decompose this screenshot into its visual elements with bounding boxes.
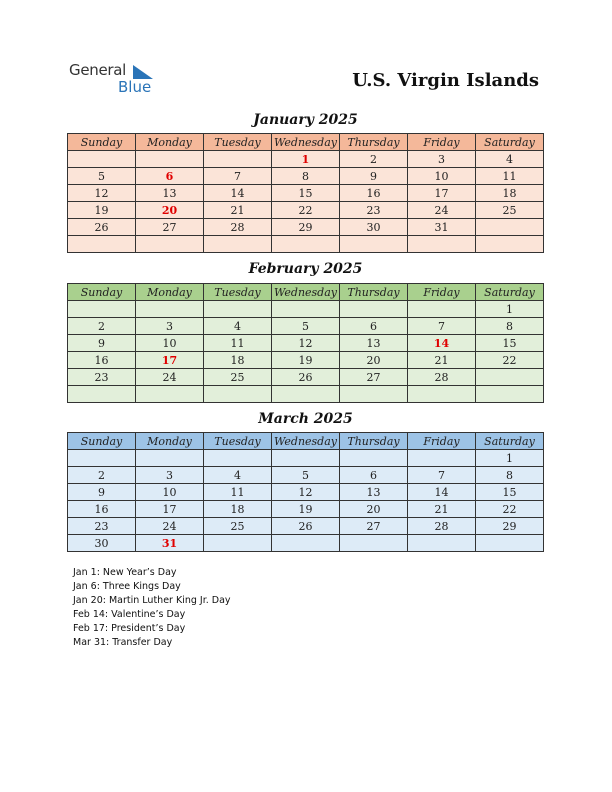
logo-text-blue: Blue [118,78,152,96]
calendar-body [68,301,544,403]
day-cell: 25 [204,518,272,535]
day-cell [68,236,136,253]
day-cell: 13 [340,484,408,501]
day-cell: 13 [136,185,204,202]
day-cell [136,151,204,168]
month-title-february: February 2025 [248,261,363,277]
calendar-january [67,133,544,253]
weekday-header: Thursday [340,134,408,151]
day-cell: 5 [272,318,340,335]
day-cell: 31 [136,535,204,552]
day-cell: 13 [340,335,408,352]
day-cell: 3 [136,318,204,335]
day-cell: 5 [272,467,340,484]
day-cell: 11 [476,168,544,185]
day-cell: 26 [272,518,340,535]
weekday-header: Thursday [340,284,408,301]
holiday-item: Feb 17: President’s Day [73,623,186,634]
day-cell [476,369,544,386]
weekday-header: Wednesday [272,433,340,450]
day-cell: 1 [476,301,544,318]
weekday-header-row [68,284,544,301]
day-cell [272,450,340,467]
calendar-february [67,283,544,403]
day-cell [476,535,544,552]
day-cell: 3 [136,467,204,484]
day-cell [408,236,476,253]
day-cell: 7 [408,318,476,335]
holiday-item: Jan 6: Three Kings Day [73,581,181,592]
day-cell: 9 [340,168,408,185]
day-cell [408,386,476,403]
day-cell: 21 [408,352,476,369]
day-cell: 15 [476,335,544,352]
day-cell: 27 [136,219,204,236]
country-title: U.S. Virgin Islands [352,70,539,91]
day-cell: 15 [272,185,340,202]
day-cell: 2 [68,467,136,484]
day-cell: 9 [68,335,136,352]
day-cell: 16 [340,185,408,202]
week-row [68,518,544,535]
weekday-header: Wednesday [272,134,340,151]
day-cell [136,301,204,318]
week-row [68,301,544,318]
weekday-header: Friday [408,284,476,301]
holiday-item: Jan 20: Martin Luther King Jr. Day [73,595,231,606]
day-cell: 23 [340,202,408,219]
weekday-header: Saturday [476,284,544,301]
day-cell: 24 [408,202,476,219]
day-cell [340,535,408,552]
generalblue-logo [69,61,169,97]
day-cell: 19 [272,352,340,369]
week-row [68,450,544,467]
weekday-header: Sunday [68,284,136,301]
day-cell [340,386,408,403]
day-cell [204,450,272,467]
day-cell: 6 [136,168,204,185]
week-row [68,335,544,352]
day-cell: 17 [136,352,204,369]
day-cell [476,236,544,253]
day-cell: 6 [340,318,408,335]
day-cell: 11 [204,484,272,501]
day-cell: 7 [204,168,272,185]
holiday-list [73,566,231,650]
day-cell: 21 [204,202,272,219]
day-cell: 28 [204,219,272,236]
week-row [68,185,544,202]
weekday-header: Monday [136,284,204,301]
day-cell [476,219,544,236]
day-cell: 22 [476,352,544,369]
month-title-january: January 2025 [253,112,358,128]
week-row [68,202,544,219]
weekday-header: Tuesday [204,284,272,301]
holiday-item: Mar 31: Transfer Day [73,637,173,648]
logo-triangle-icon [133,65,153,79]
weekday-header: Monday [136,433,204,450]
week-row [68,151,544,168]
week-row [68,467,544,484]
day-cell: 12 [272,484,340,501]
day-cell [68,450,136,467]
day-cell [340,301,408,318]
day-cell: 24 [136,518,204,535]
day-cell [340,450,408,467]
day-cell: 27 [340,518,408,535]
day-cell: 7 [408,467,476,484]
day-cell: 18 [204,352,272,369]
calendar-body [68,450,544,552]
day-cell [136,450,204,467]
day-cell [68,151,136,168]
day-cell [204,301,272,318]
day-cell: 30 [68,535,136,552]
day-cell: 4 [476,151,544,168]
day-cell [272,236,340,253]
day-cell: 22 [272,202,340,219]
week-row [68,219,544,236]
day-cell: 1 [272,151,340,168]
day-cell: 6 [340,467,408,484]
day-cell: 14 [204,185,272,202]
day-cell: 11 [204,335,272,352]
weekday-header: Saturday [476,134,544,151]
weekday-header: Monday [136,134,204,151]
day-cell: 17 [408,185,476,202]
day-cell: 2 [340,151,408,168]
week-row [68,501,544,518]
day-cell: 10 [136,335,204,352]
day-cell: 15 [476,484,544,501]
week-row [68,386,544,403]
weekday-header-row [68,134,544,151]
day-cell: 5 [68,168,136,185]
week-row [68,484,544,501]
day-cell: 10 [136,484,204,501]
weekday-header: Wednesday [272,284,340,301]
weekday-header: Friday [408,433,476,450]
weekday-header: Thursday [340,433,408,450]
weekday-header: Sunday [68,134,136,151]
day-cell: 14 [408,335,476,352]
day-cell: 12 [68,185,136,202]
weekday-header: Tuesday [204,134,272,151]
day-cell: 18 [476,185,544,202]
logo-text-general: General [69,61,127,79]
day-cell: 20 [340,501,408,518]
calendar-body [68,151,544,253]
day-cell: 8 [476,318,544,335]
day-cell: 8 [476,467,544,484]
day-cell: 20 [340,352,408,369]
week-row [68,352,544,369]
weekday-header: Sunday [68,433,136,450]
holiday-item: Feb 14: Valentine’s Day [73,609,186,620]
day-cell: 26 [272,369,340,386]
day-cell: 29 [272,219,340,236]
day-cell [272,301,340,318]
day-cell: 19 [68,202,136,219]
day-cell: 25 [204,369,272,386]
day-cell [136,236,204,253]
holiday-item: Jan 1: New Year’s Day [73,567,177,578]
day-cell: 23 [68,518,136,535]
weekday-header-row [68,433,544,450]
day-cell [204,236,272,253]
month-title-march: March 2025 [258,411,353,427]
day-cell [136,386,204,403]
day-cell: 21 [408,501,476,518]
week-row [68,535,544,552]
day-cell: 17 [136,501,204,518]
day-cell: 18 [204,501,272,518]
day-cell: 29 [476,518,544,535]
weekday-header: Friday [408,134,476,151]
day-cell [340,236,408,253]
day-cell: 30 [340,219,408,236]
day-cell: 16 [68,501,136,518]
day-cell: 23 [68,369,136,386]
day-cell: 9 [68,484,136,501]
calendar-march [67,432,544,552]
week-row [68,318,544,335]
day-cell: 24 [136,369,204,386]
day-cell: 14 [408,484,476,501]
day-cell [408,535,476,552]
weekday-header: Tuesday [204,433,272,450]
day-cell: 27 [340,369,408,386]
day-cell [204,386,272,403]
day-cell: 3 [408,151,476,168]
week-row [68,369,544,386]
day-cell: 22 [476,501,544,518]
day-cell [408,450,476,467]
day-cell [204,151,272,168]
day-cell [68,301,136,318]
weekday-header: Saturday [476,433,544,450]
day-cell: 28 [408,369,476,386]
day-cell: 19 [272,501,340,518]
day-cell: 4 [204,467,272,484]
week-row [68,168,544,185]
day-cell: 12 [272,335,340,352]
day-cell: 16 [68,352,136,369]
day-cell: 31 [408,219,476,236]
day-cell: 10 [408,168,476,185]
day-cell: 28 [408,518,476,535]
day-cell [408,301,476,318]
day-cell [272,386,340,403]
day-cell [204,535,272,552]
day-cell: 25 [476,202,544,219]
day-cell: 1 [476,450,544,467]
day-cell: 8 [272,168,340,185]
day-cell [476,386,544,403]
week-row [68,236,544,253]
day-cell: 4 [204,318,272,335]
day-cell [68,386,136,403]
day-cell: 2 [68,318,136,335]
day-cell: 20 [136,202,204,219]
day-cell [272,535,340,552]
day-cell: 26 [68,219,136,236]
